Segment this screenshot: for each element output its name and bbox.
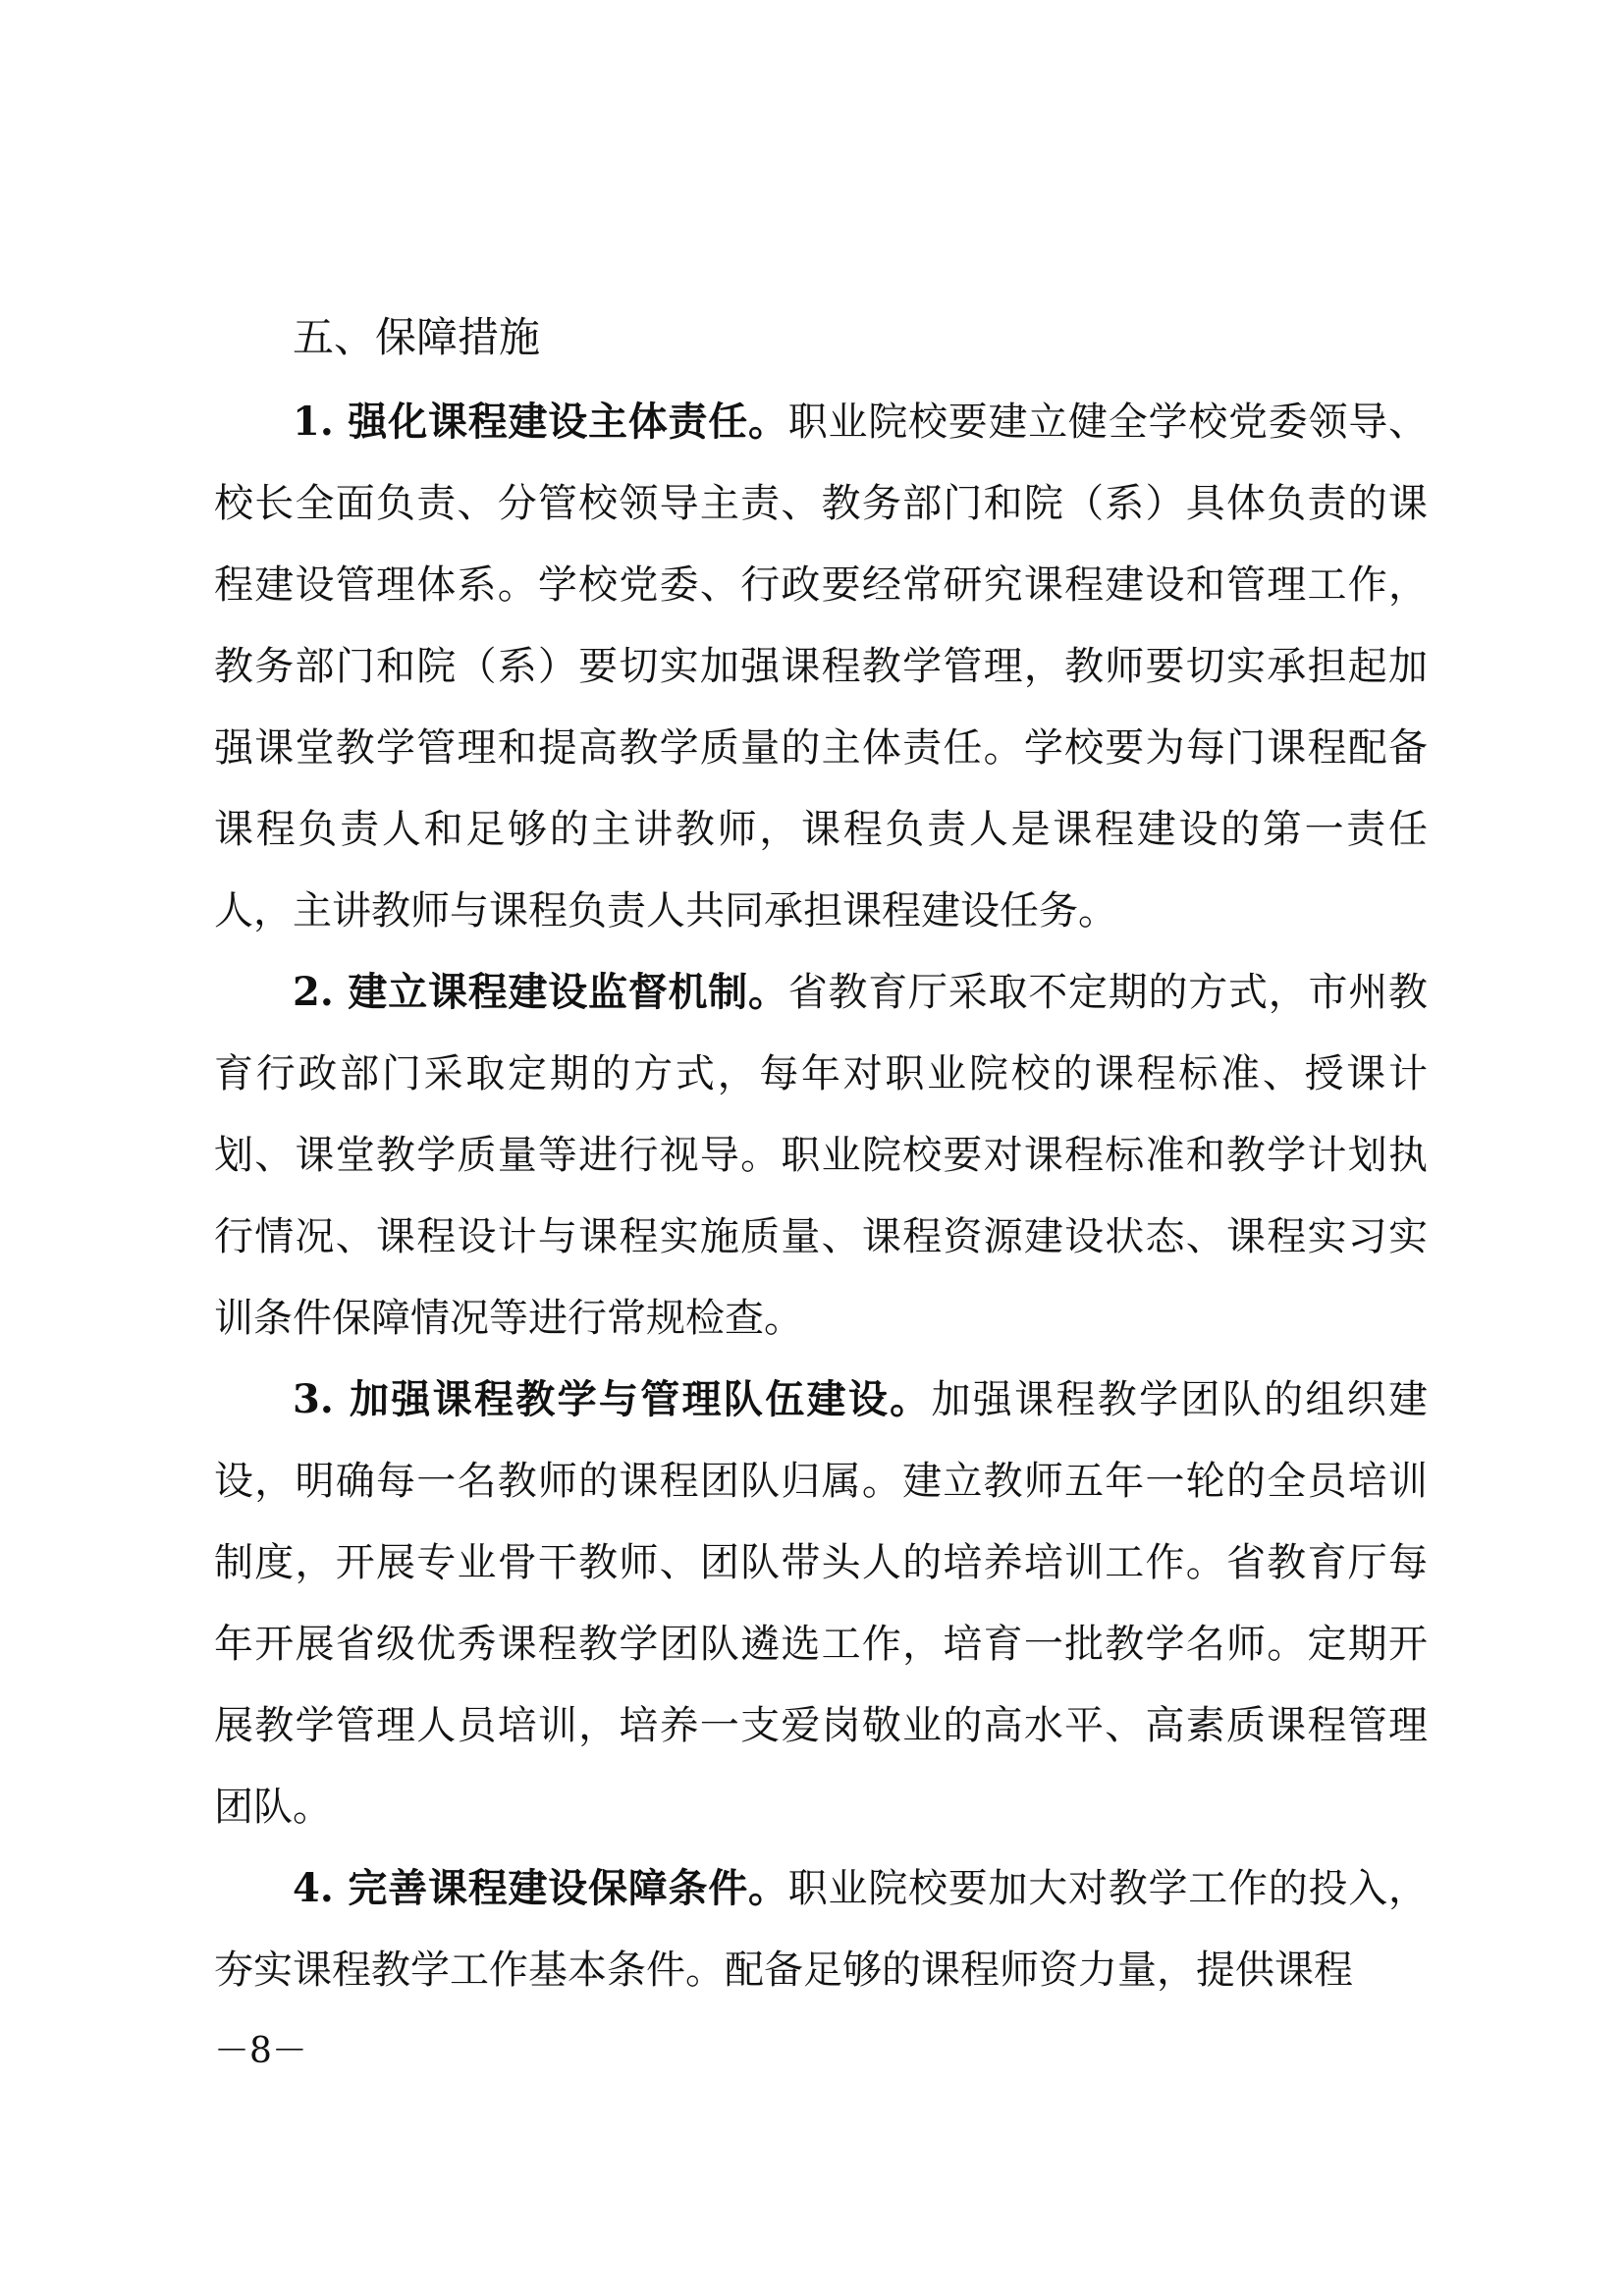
paragraph-1-lead: 1. 强化课程建设主体责任。 [293, 399, 788, 445]
paragraph-4 [214, 1847, 1428, 2011]
paragraph-3 [214, 1359, 1428, 1848]
paragraph-3-lead: 3. 加强课程教学与管理队伍建设。 [293, 1376, 932, 1422]
paragraph-2-body: 省教育厅采取不定期的方式，市州教育行政部门采取定期的方式，每年对职业院校的课程标准、授课计划、课堂教学质量等进行视导。职业院校要对课程标准和教学计划执行情况、课程设计与课程实施质量、课程资源建设状态、课程实习实训条件保障情况等进行常规检查。 [214, 970, 1429, 1341]
paragraph-2-lead: 2. 建立课程建设监督机制。 [293, 969, 788, 1015]
paragraph-1 [214, 381, 1428, 952]
paragraph-4-body: 职业院校要加大对教学工作的投入，夯实课程教学工作基本条件。配备足够的课程师资力量，提供课程 [214, 1866, 1429, 1993]
paragraph-2 [214, 951, 1428, 1360]
paragraph-4-lead: 4. 完善课程建设保障条件。 [293, 1865, 788, 1911]
page-number: －8－ [214, 2031, 307, 2071]
paragraph-3-body: 加强课程教学团队的组织建设，明确每一名教师的课程团队归属。建立教师五年一轮的全员培训制度，开展专业骨干教师、团队带头人的培养培训工作。省教育厅每年开展省级优秀课程教学团队遴选工作，培育一批教学名师。定期开展教学管理人员培训，培养一支爱岗敬业的高水平、高素质课程管理团队。 [214, 1377, 1429, 1830]
section-heading: 五、保障措施 [293, 313, 541, 361]
paragraph-1-body: 职业院校要建立健全学校党委领导、校长全面负责、分管校领导主责、教务部门和院（系）具体负责的课程建设管理体系。学校党委、行政要经常研究课程建设和管理工作，教务部门和院（系）要切实加强课程教学管理，教师要切实承担起加强课堂教学管理和提高教学质量的主体责任。学校要为每门课程配备课程负责人和足够的主讲教师，课程负责人是课程建设的第一责任人，主讲教师与课程负责人共同承担课程建设任务。 [214, 400, 1429, 934]
